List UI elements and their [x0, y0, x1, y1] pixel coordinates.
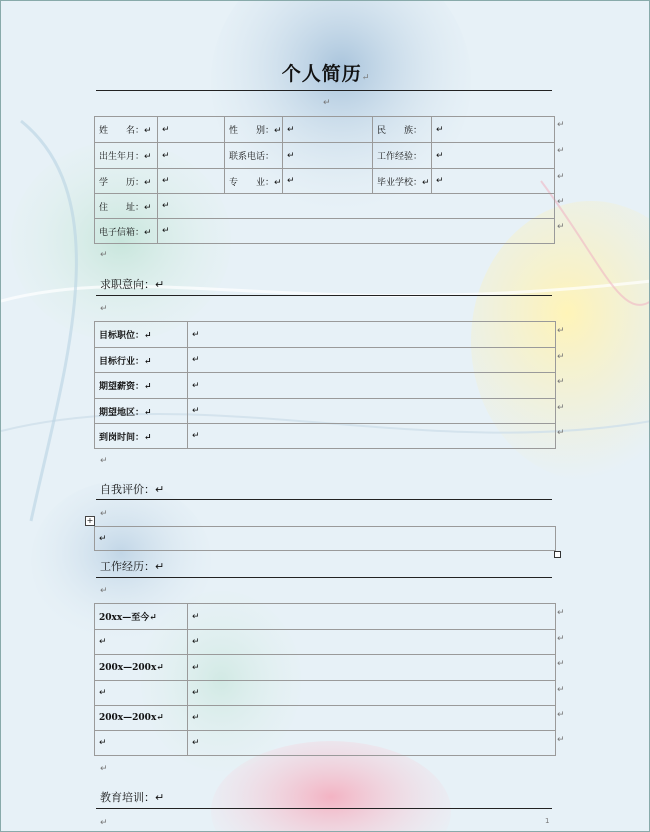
row-end-mark: ↵	[557, 428, 565, 438]
period-cell: 200x—200x↵	[95, 655, 188, 681]
table-row	[95, 219, 555, 244]
label-cell: 期望薪资：↵	[95, 373, 188, 399]
paragraph-mark: ↵	[100, 456, 108, 466]
paragraph-mark: ↵	[100, 818, 108, 828]
self-eval-divider	[96, 499, 552, 500]
paragraph-mark: ↵	[323, 98, 331, 108]
row-end-mark: ↵	[557, 710, 565, 720]
row-end-mark: ↵	[557, 634, 565, 644]
value-cell[interactable]: ↵	[188, 604, 556, 630]
table-row	[95, 630, 556, 655]
label-cell: 工作经验：	[373, 143, 432, 169]
value-cell[interactable]: ↵	[188, 706, 556, 731]
work-exp-table	[94, 603, 556, 756]
label-cell: 毕业学校：↵	[373, 169, 432, 194]
table-row	[95, 731, 556, 756]
row-end-mark: ↵	[557, 326, 565, 336]
paragraph-mark: ↵	[100, 304, 108, 314]
value-cell[interactable]: ↵	[432, 117, 555, 143]
period-cell: ↵	[95, 681, 188, 706]
job-intent-table	[94, 321, 556, 449]
row-end-mark: ↵	[557, 659, 565, 669]
value-cell[interactable]: ↵	[188, 399, 556, 424]
value-cell[interactable]: ↵	[188, 373, 556, 399]
row-end-mark: ↵	[557, 608, 565, 618]
resume-content	[1, 1, 650, 832]
value-cell[interactable]: ↵	[158, 169, 225, 194]
label-cell: 专 业：↵	[225, 169, 283, 194]
value-cell[interactable]: ↵	[188, 655, 556, 681]
paragraph-mark: ↵	[100, 764, 108, 774]
value-cell[interactable]: ↵	[95, 527, 556, 551]
table-row	[95, 604, 556, 630]
label-cell: 姓 名：↵	[95, 117, 158, 143]
row-end-mark: ↵	[557, 377, 565, 387]
label-cell: 学 历：↵	[95, 169, 158, 194]
table-row	[95, 348, 556, 373]
paragraph-mark: ↵	[100, 509, 108, 519]
value-cell[interactable]: ↵	[188, 681, 556, 706]
table-row	[95, 424, 556, 449]
table-row	[95, 143, 555, 169]
value-cell[interactable]: ↵	[188, 731, 556, 756]
table-row	[95, 527, 556, 551]
value-cell[interactable]: ↵	[283, 169, 373, 194]
label-cell: 电子信箱：↵	[95, 219, 158, 244]
label-cell: 到岗时间：↵	[95, 424, 188, 449]
education-heading: 教育培训：↵	[100, 791, 165, 804]
table-row	[95, 169, 555, 194]
title-para-mark: ↵	[361, 73, 371, 83]
value-cell[interactable]: ↵	[158, 219, 555, 244]
label-cell: 性 别：↵	[225, 117, 283, 143]
period-cell: 20xx—至今↵	[95, 604, 188, 630]
label-cell: 出生年月：↵	[95, 143, 158, 169]
table-row	[95, 373, 556, 399]
page-title	[1, 59, 650, 86]
self-eval-table	[94, 526, 556, 551]
table-row	[95, 681, 556, 706]
row-end-mark: ↵	[557, 172, 565, 182]
table-row	[95, 706, 556, 731]
value-cell[interactable]: ↵	[188, 630, 556, 655]
label-cell: 期望地区：↵	[95, 399, 188, 424]
value-cell[interactable]: ↵	[432, 169, 555, 194]
value-cell[interactable]: ↵	[188, 322, 556, 348]
paragraph-mark: ↵	[100, 250, 108, 260]
paragraph-mark: ↵	[100, 586, 108, 596]
value-cell[interactable]: ↵	[158, 194, 555, 219]
work-exp-divider	[96, 577, 552, 578]
row-end-mark: ↵	[557, 352, 565, 362]
table-row	[95, 399, 556, 424]
education-divider	[96, 808, 552, 809]
row-end-mark: ↵	[557, 197, 565, 207]
value-cell[interactable]: ↵	[432, 143, 555, 169]
period-cell: ↵	[95, 630, 188, 655]
value-cell[interactable]: ↵	[188, 348, 556, 373]
job-intent-heading: 求职意向：↵	[100, 278, 165, 291]
row-end-mark: ↵	[557, 735, 565, 745]
basic-info-table	[94, 116, 555, 244]
table-row	[95, 194, 555, 219]
row-end-mark: ↵	[557, 146, 565, 156]
period-cell: 200x—200x↵	[95, 706, 188, 731]
title-text: 个人简历	[281, 63, 362, 85]
label-cell: 住 址：↵	[95, 194, 158, 219]
table-row	[95, 322, 556, 348]
table-move-handle[interactable]: +	[86, 516, 94, 525]
row-end-mark: ↵	[557, 222, 565, 232]
label-cell: 目标职位：↵	[95, 322, 188, 348]
period-cell: ↵	[95, 731, 188, 756]
value-cell[interactable]: ↵	[158, 117, 225, 143]
title-divider	[96, 90, 552, 91]
value-cell[interactable]: ↵	[283, 143, 373, 169]
label-cell: 目标行业：↵	[95, 348, 188, 373]
table-row	[95, 117, 555, 143]
table-row	[95, 655, 556, 681]
value-cell[interactable]: ↵	[158, 143, 225, 169]
page-number: 1	[545, 817, 550, 825]
label-cell: 联系电话：	[225, 143, 283, 169]
label-cell: 民 族：	[373, 117, 432, 143]
value-cell[interactable]: ↵	[283, 117, 373, 143]
value-cell[interactable]: ↵	[188, 424, 556, 449]
job-intent-divider	[96, 295, 552, 296]
work-exp-heading: 工作经历：↵	[100, 560, 165, 573]
table-resize-handle[interactable]	[554, 551, 561, 558]
self-eval-heading: 自我评价：↵	[100, 483, 165, 496]
row-end-mark: ↵	[557, 685, 565, 695]
row-end-mark: ↵	[557, 403, 565, 413]
row-end-mark: ↵	[557, 120, 565, 130]
